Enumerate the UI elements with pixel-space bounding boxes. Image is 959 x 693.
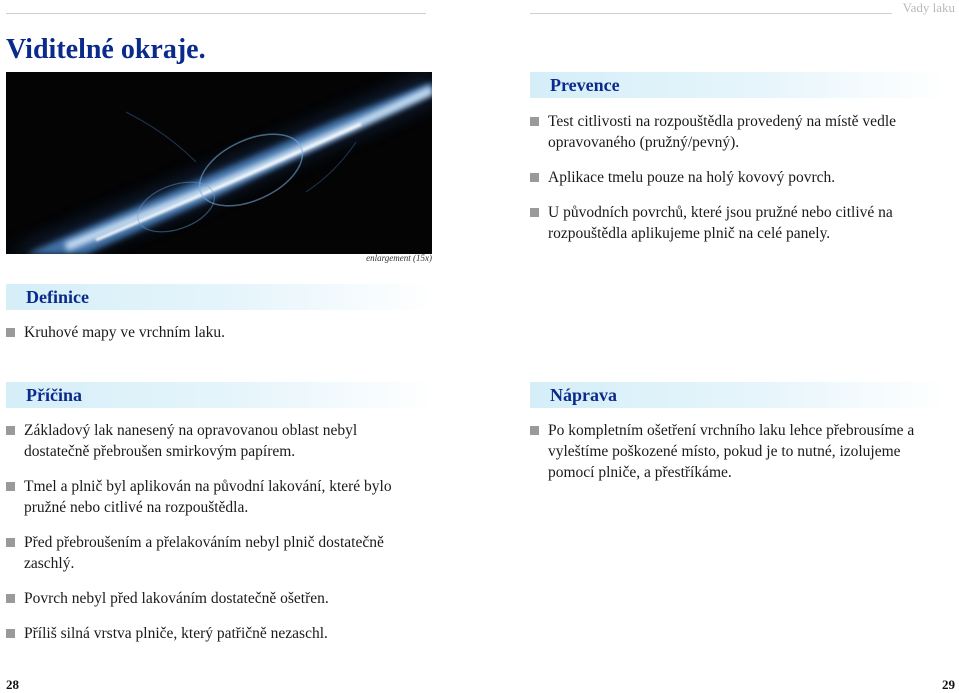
list-item: Po kompletním ošetření vrchního laku lehce přebrousíme a vyleštíme poškozené místo, pokud je to nutné, izolujeme pomocí plniče, a přestříkáme. <box>530 420 950 483</box>
definice-heading: Definice <box>6 284 434 310</box>
square-bullet-icon <box>6 426 15 435</box>
list-item: Tmel a plnič byl aplikován na původní lakování, které bylo pružné nebo citlivé na rozpouštědla. <box>6 476 406 518</box>
square-bullet-icon <box>6 328 15 337</box>
naprava-heading: Náprava <box>530 382 946 408</box>
prevence-heading: Prevence <box>530 72 946 98</box>
page-number-right: 29 <box>942 677 955 692</box>
list-item: Povrch nebyl před lakováním dostatečně ošetřen. <box>6 588 406 609</box>
photo-caption: enlargement (15x) <box>366 253 432 263</box>
square-bullet-icon <box>6 629 15 638</box>
list-item: Základový lak nanesený na opravovanou oblast nebyl dostatečně přebroušen smirkovým papírem. <box>6 420 406 462</box>
list-item: Příliš silná vrstva plniče, který patřičně nezaschl. <box>6 623 406 644</box>
square-bullet-icon <box>530 173 539 182</box>
square-bullet-icon <box>6 594 15 603</box>
square-bullet-icon <box>6 482 15 491</box>
list-item: Kruhové mapy ve vrchním laku. <box>6 322 426 343</box>
square-bullet-icon <box>530 208 539 217</box>
definice-list <box>6 322 426 343</box>
square-bullet-icon <box>530 117 539 126</box>
square-bullet-icon <box>6 538 15 547</box>
top-rule-right <box>530 13 892 14</box>
top-rule-left <box>6 13 426 14</box>
page-title: Viditelné okraje. <box>6 34 206 65</box>
prevence-list <box>530 111 940 244</box>
list-item: Test citlivosti na rozpouštědla provedený na místě vedle opravovaného (pružný/pevný). <box>530 111 940 153</box>
defect-photo <box>6 72 432 254</box>
list-item: Aplikace tmelu pouze na holý kovový povrch. <box>530 167 940 188</box>
list-item: Před přebroušením a přelakováním nebyl plnič dostatečně zaschlý. <box>6 532 406 574</box>
naprava-list <box>530 420 950 483</box>
running-head: Vady laku <box>902 0 955 15</box>
pricina-list <box>6 420 406 644</box>
page-number-left: 28 <box>6 677 19 692</box>
square-bullet-icon <box>530 426 539 435</box>
list-item: U původních povrchů, které jsou pružné nebo citlivé na rozpouštědla aplikujeme plnič na celé panely. <box>530 202 940 244</box>
pricina-heading: Příčina <box>6 382 434 408</box>
